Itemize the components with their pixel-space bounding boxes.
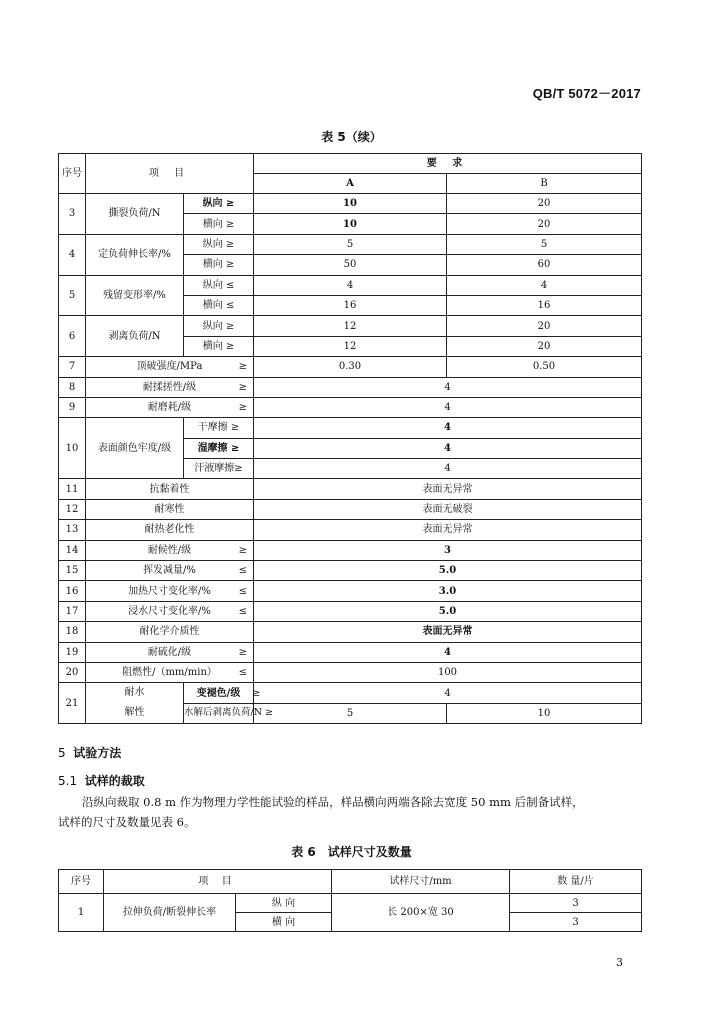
row-value-a: 5 <box>254 703 447 724</box>
row-item: 剥离负荷/N <box>86 316 184 357</box>
row-item <box>86 540 254 560</box>
row-seq: 21 <box>59 683 86 724</box>
row-value-b: 20 <box>447 194 642 214</box>
row-seq: 10 <box>59 418 86 479</box>
paragraph-line: 试样的尺寸及数量见表 6。 <box>58 815 196 829</box>
row-value-b: 60 <box>447 255 642 275</box>
header-requirement: 要 求 <box>254 154 642 174</box>
row-subitem: 干摩擦 ≥ <box>184 418 254 438</box>
row-symbol: ≥ <box>238 646 247 658</box>
row-seq: 11 <box>59 479 86 499</box>
section-5-1-paragraph <box>58 792 648 832</box>
row-seq: 16 <box>59 581 86 601</box>
row-symbol: ≤ <box>238 606 247 617</box>
row-value: 4 <box>254 438 642 458</box>
table-row <box>59 418 642 438</box>
row-value-b: 20 <box>447 336 642 356</box>
row-symbol: ≤ <box>238 667 247 679</box>
row-seq: 14 <box>59 540 86 560</box>
row-item-label: 阻燃性/（mm/min） <box>122 667 217 679</box>
header-col-a: A <box>254 174 447 194</box>
section-number: 5.1 <box>58 774 78 788</box>
row-value: 表面无异常 <box>254 479 642 499</box>
row-value: 4 <box>254 397 642 417</box>
table5-caption: 表 5（续） <box>321 130 382 144</box>
standard-code: QB/T 5072－2017 <box>532 86 641 101</box>
row-value: 5.0 <box>254 561 642 581</box>
row-item <box>86 377 254 397</box>
row-value-text: 4 <box>444 687 451 699</box>
row-quantity: 3 <box>510 913 642 932</box>
table-row <box>59 683 642 704</box>
row-seq: 9 <box>59 397 86 417</box>
row-symbol: ≥ <box>252 687 261 699</box>
row-item <box>86 581 254 601</box>
row-subitem-label: 变褪色/级 <box>196 687 241 699</box>
table-row <box>59 622 642 642</box>
table-row <box>59 479 642 499</box>
row-symbol: ≤ <box>238 585 247 597</box>
row-seq: 6 <box>59 316 86 357</box>
row-item: 抗黏着性 <box>86 479 254 499</box>
row-direction: 纵 向 <box>236 894 332 913</box>
row-direction: 横向 ≥ <box>184 336 254 356</box>
row-direction: 横向 ≥ <box>184 255 254 275</box>
table-row <box>59 499 642 519</box>
row-seq: 17 <box>59 601 86 621</box>
row-value: 表面无异常 <box>254 622 642 642</box>
row-item-label: 顶破强度/MPa <box>136 361 203 373</box>
table-row <box>59 234 642 254</box>
row-symbol: ≥ <box>238 402 247 414</box>
section-title: 试样的裁取 <box>84 774 145 788</box>
specimen-table <box>58 869 642 932</box>
row-value-a: 12 <box>254 316 447 336</box>
row-item-label: 加热尺寸变化率/% <box>128 585 211 597</box>
row-value: 表面无破裂 <box>254 499 642 519</box>
row-symbol: ≥ <box>238 361 247 373</box>
table-row <box>59 357 642 377</box>
row-direction: 横向 ≥ <box>184 214 254 234</box>
header-size: 试样尺寸/mm <box>332 870 510 894</box>
row-value-b: 0.50 <box>447 357 642 377</box>
row-value: 5.0 <box>254 601 642 621</box>
row-item-label: 耐磨耗/级 <box>147 402 192 414</box>
table6-caption: 表 6 试样尺寸及数量 <box>291 845 412 859</box>
row-item <box>86 662 254 682</box>
table-row <box>59 540 642 560</box>
header-item: 项 目 <box>86 154 254 194</box>
row-value <box>254 683 642 704</box>
row-item: 拉伸负荷/断裂伸长率 <box>104 894 236 932</box>
row-item: 耐热老化性 <box>86 520 254 540</box>
page-number: 3 <box>616 956 623 969</box>
row-item-label: 耐硫化/级 <box>147 646 192 658</box>
row-seq: 7 <box>59 357 86 377</box>
row-value-a: 10 <box>254 214 447 234</box>
row-seq: 19 <box>59 642 86 662</box>
table-header-row <box>59 870 642 894</box>
row-seq: 15 <box>59 561 86 581</box>
row-seq: 5 <box>59 275 86 316</box>
row-size: 长 200×宽 30 <box>332 894 510 932</box>
row-value-a: 12 <box>254 336 447 356</box>
row-item-label: 耐揉搓性/级 <box>142 381 197 393</box>
row-value-a: 16 <box>254 295 447 315</box>
section-5-1-heading <box>58 772 145 789</box>
row-direction: 纵向 ≥ <box>184 234 254 254</box>
row-seq: 4 <box>59 234 86 275</box>
section-title: 试验方法 <box>73 746 122 760</box>
header-seq: 序号 <box>59 870 104 894</box>
row-value-b: 10 <box>447 703 642 724</box>
row-seq: 8 <box>59 377 86 397</box>
row-item-label: 挥发减量/% <box>143 565 196 577</box>
header-quantity: 数 量/片 <box>510 870 642 894</box>
row-subitem: 水解后剥离负荷/N ≥ <box>184 703 254 724</box>
row-value: 4 <box>254 642 642 662</box>
row-value-a: 4 <box>254 275 447 295</box>
row-value-a: 0.30 <box>254 357 447 377</box>
paragraph-line: 沿纵向裁取 0.8 m 作为物理力学性能试验的样品，样品横向两端各除去宽度 50 mm 后制备试样， <box>82 795 584 809</box>
row-value: 4 <box>254 459 642 479</box>
row-item: 表面颜色牢度/级 <box>86 418 184 479</box>
header-item: 项 目 <box>104 870 332 894</box>
row-value: 4 <box>254 377 642 397</box>
table-row <box>59 316 642 336</box>
row-symbol: ≥ <box>238 544 247 556</box>
row-quantity: 3 <box>510 894 642 913</box>
row-item <box>86 357 254 377</box>
row-seq: 18 <box>59 622 86 642</box>
row-item: 耐化学介质性 <box>86 622 254 642</box>
row-value: 表面无异常 <box>254 520 642 540</box>
row-direction: 横向 ≤ <box>184 295 254 315</box>
row-subitem <box>184 683 254 704</box>
section-number: 5 <box>58 746 66 760</box>
row-direction: 纵向 ≥ <box>184 194 254 214</box>
row-direction: 纵向 ≤ <box>184 275 254 295</box>
row-direction: 纵向 ≥ <box>184 316 254 336</box>
row-item: 撕裂负荷/N <box>86 194 184 235</box>
row-item <box>86 561 254 581</box>
row-item <box>86 683 184 724</box>
row-value-b: 20 <box>447 316 642 336</box>
row-symbol: ≤ <box>238 565 247 577</box>
section-5-heading <box>58 744 121 761</box>
row-seq: 1 <box>59 894 104 932</box>
row-value-b: 20 <box>447 214 642 234</box>
row-value: 4 <box>254 418 642 438</box>
row-item-line1: 耐水 <box>124 687 145 699</box>
table-row <box>59 377 642 397</box>
row-item <box>86 642 254 662</box>
table-row <box>59 561 642 581</box>
row-value-a: 50 <box>254 255 447 275</box>
table-row <box>59 275 642 295</box>
table-row <box>59 581 642 601</box>
row-item <box>86 601 254 621</box>
header-seq: 序号 <box>59 154 86 194</box>
row-seq: 13 <box>59 520 86 540</box>
row-item <box>86 397 254 417</box>
row-seq: 3 <box>59 194 86 235</box>
row-item: 残留变形率/% <box>86 275 184 316</box>
row-value: 3 <box>254 540 642 560</box>
table-row <box>59 397 642 417</box>
row-subitem: 湿摩擦 ≥ <box>184 438 254 458</box>
requirements-table <box>58 153 642 724</box>
row-seq: 12 <box>59 499 86 519</box>
table-row <box>59 642 642 662</box>
row-value-b: 16 <box>447 295 642 315</box>
row-value-a: 10 <box>254 194 447 214</box>
table-row <box>59 662 642 682</box>
row-subitem: 汗液摩擦≥ <box>184 459 254 479</box>
table-row <box>59 601 642 621</box>
row-item-line2: 解性 <box>124 707 145 719</box>
row-value: 3.0 <box>254 581 642 601</box>
row-item: 定负荷伸长率/% <box>86 234 184 275</box>
table-row <box>59 194 642 214</box>
row-direction: 横 向 <box>236 913 332 932</box>
table-row <box>59 894 642 913</box>
table-header-row <box>59 154 642 174</box>
row-value: 100 <box>254 662 642 682</box>
row-value-a: 5 <box>254 234 447 254</box>
row-seq: 20 <box>59 662 86 682</box>
table-row <box>59 520 642 540</box>
row-symbol: ≥ <box>238 381 247 393</box>
row-item: 耐寒性 <box>86 499 254 519</box>
row-item-label: 浸水尺寸变化率/% <box>128 606 211 617</box>
row-value-b: 5 <box>447 234 642 254</box>
row-value-b: 4 <box>447 275 642 295</box>
row-item-label: 耐候性/级 <box>147 544 192 556</box>
header-col-b: B <box>447 174 642 194</box>
